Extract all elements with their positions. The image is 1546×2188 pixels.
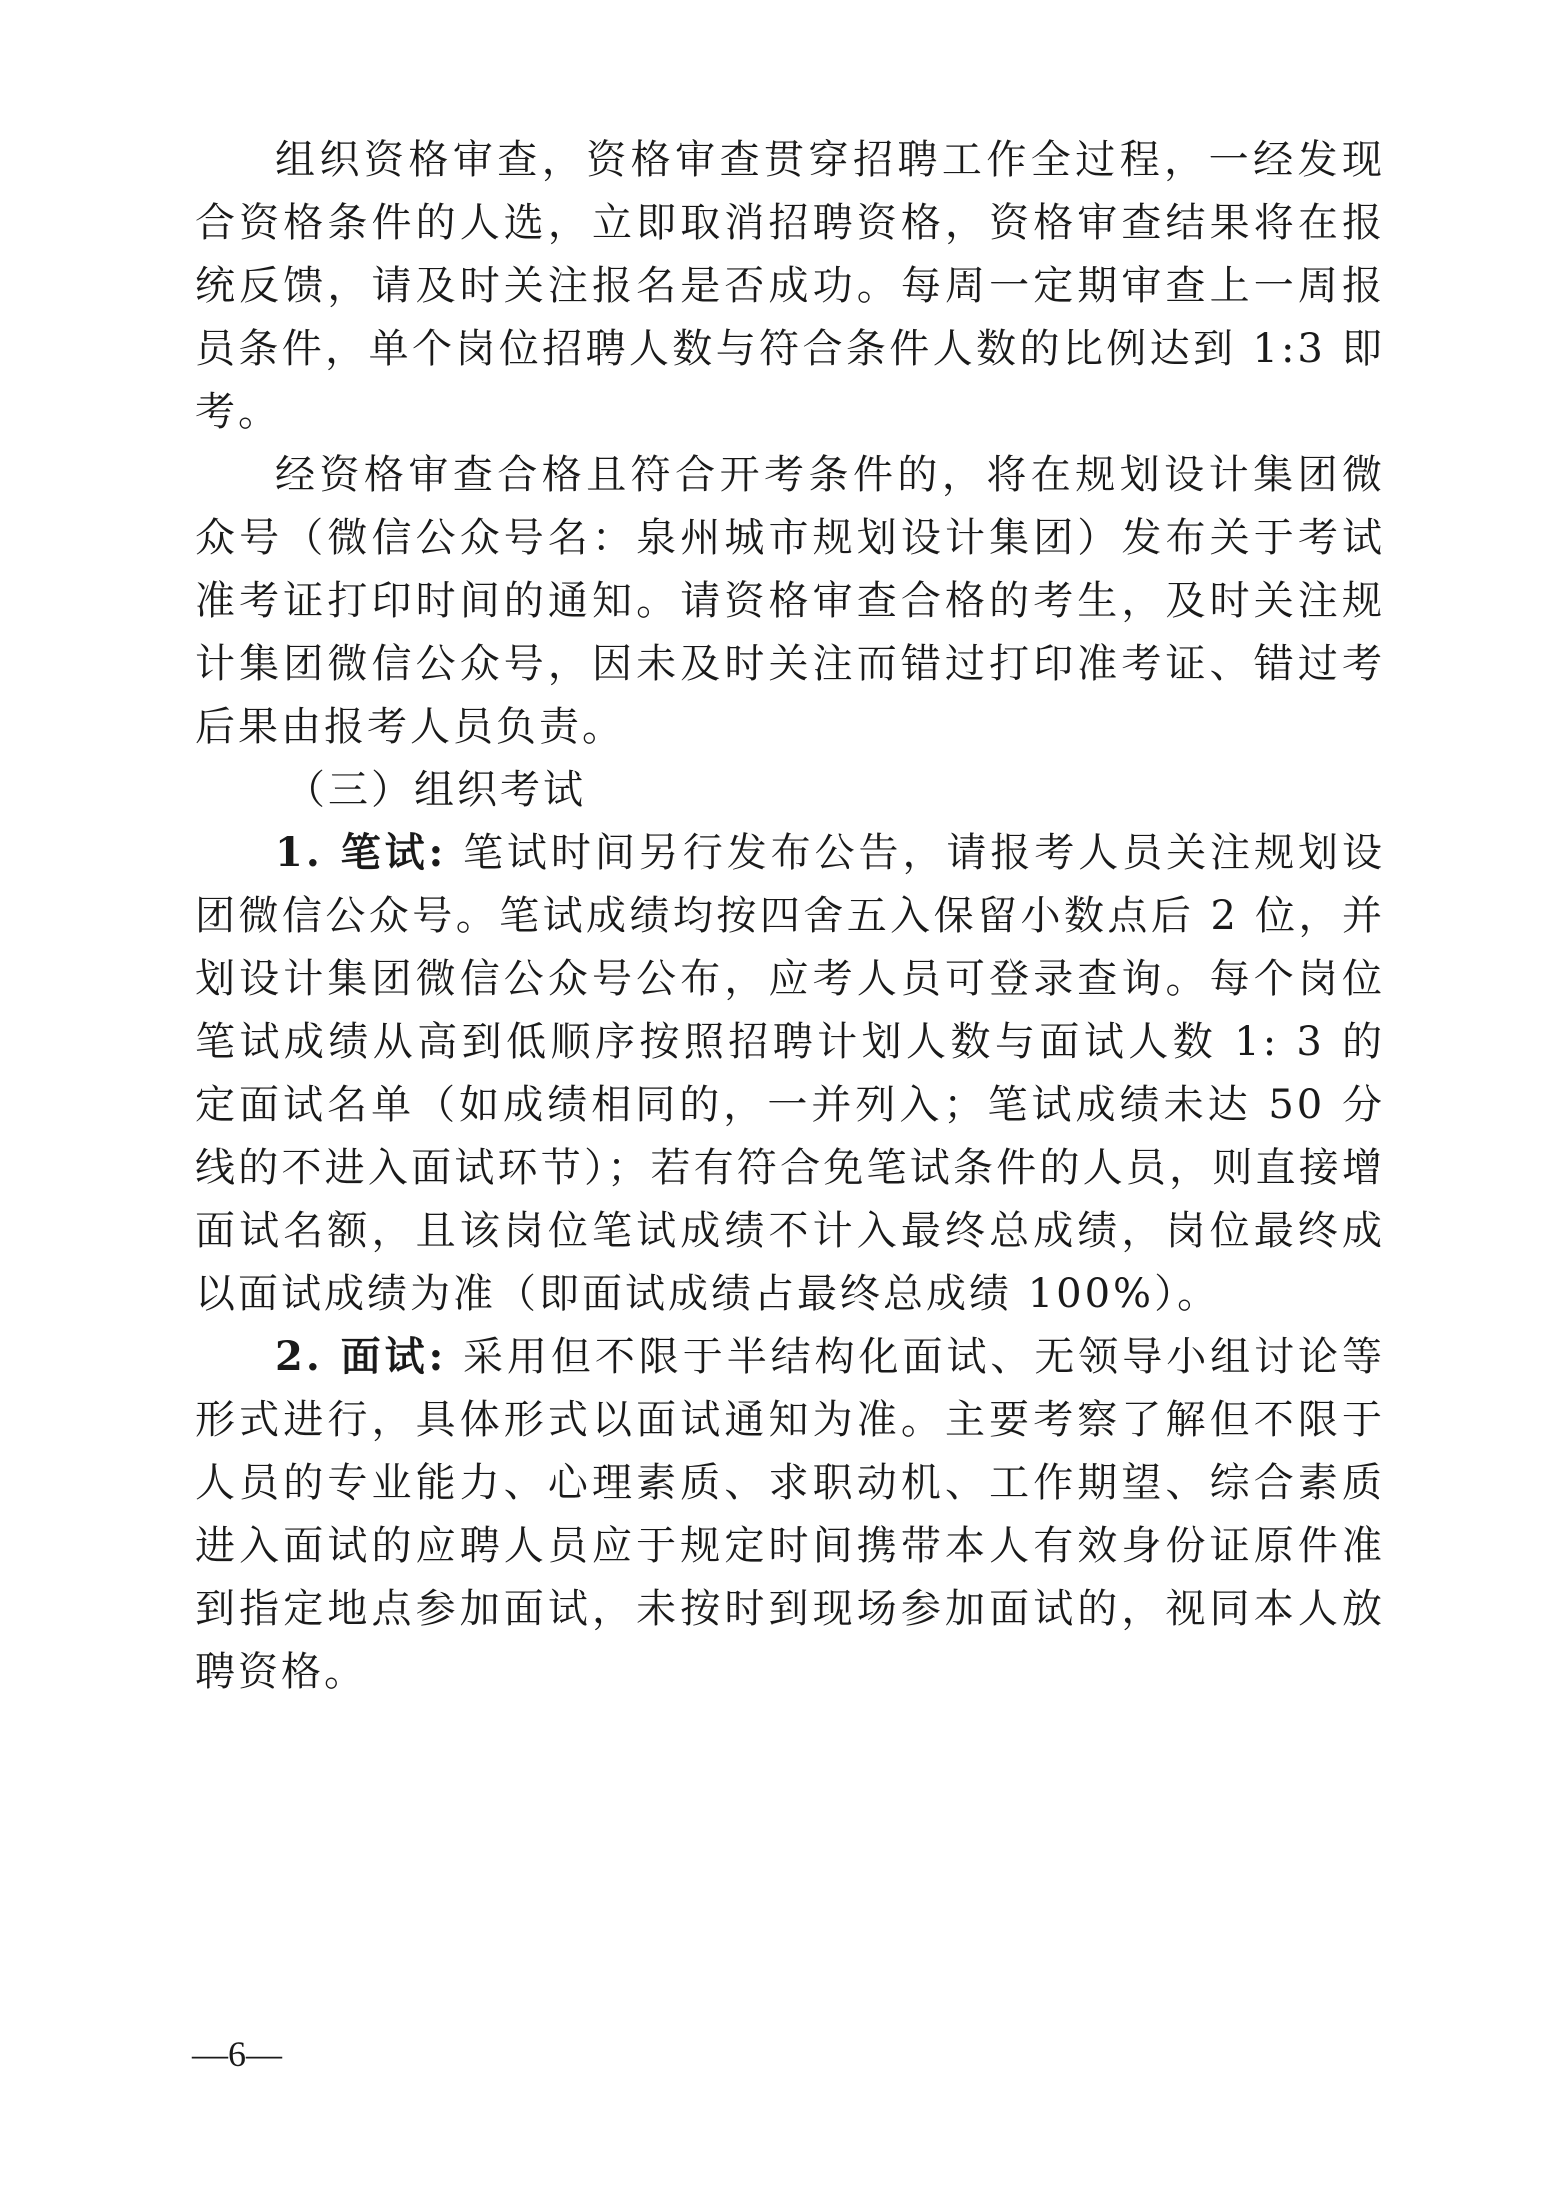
paragraph-line: 形式进行，具体形式以面试通知为准。主要考察了解但不限于 <box>195 1397 1385 1443</box>
paragraph-line: 线的不进入面试环节）；若有符合免笔试条件的人员，则直接增 <box>195 1145 1385 1191</box>
paragraph-line: 员条件，单个岗位招聘人数与符合条件人数的比例达到 1:3 即 <box>195 326 1385 372</box>
written-exam-heading: 1. 笔试: <box>275 829 447 876</box>
paragraph-line: 合资格条件的人选，立即取消招聘资格，资格审查结果将在报 <box>195 200 1385 246</box>
paragraph-line: 考。 <box>195 389 281 435</box>
paragraph-line: 面试名额，且该岗位笔试成绩不计入最终总成绩，岗位最终成 <box>195 1208 1385 1254</box>
paragraph-line: 进入面试的应聘人员应于规定时间携带本人有效身份证原件准 <box>195 1523 1385 1569</box>
paragraph-line: 经资格审查合格且符合开考条件的，将在规划设计集团微 <box>275 452 1385 498</box>
paragraph-line: 到指定地点参加面试，未按时到现场参加面试的，视同本人放 <box>195 1586 1385 1632</box>
paragraph-line: 准考证打印时间的通知。请资格审查合格的考生，及时关注规 <box>195 578 1385 624</box>
paragraph-line: 划设计集团微信公众号公布，应考人员可登录查询。每个岗位 <box>195 956 1385 1002</box>
paragraph-line: 笔试成绩从高到低顺序按照招聘计划人数与面试人数 1: 3 的 <box>195 1019 1385 1065</box>
paragraph-line: 计集团微信公众号，因未及时关注而错过打印准考证、错过考 <box>195 641 1385 687</box>
paragraph-line: 以面试成绩为准（即面试成绩占最终总成绩 100%）。 <box>195 1271 1221 1317</box>
section-heading: （三）组织考试 <box>285 767 586 813</box>
paragraph-line: 人员的专业能力、心理素质、求职动机、工作期望、综合素质 <box>195 1460 1385 1506</box>
paragraph-line: 众号（微信公众号名：泉州城市规划设计集团）发布关于考试 <box>195 515 1385 561</box>
paragraph-line: 组织资格审查，资格审查贯穿招聘工作全过程，一经发现 <box>275 137 1385 183</box>
paragraph-line: 团微信公众号。笔试成绩均按四舍五入保留小数点后 2 位，并 <box>195 893 1385 939</box>
paragraph-text: 笔试时间另行发布公告，请报考人员关注规划设 <box>462 830 1385 876</box>
paragraph-line-written-exam <box>275 828 1385 878</box>
paragraph-line: 聘资格。 <box>195 1649 367 1695</box>
paragraph-line: 后果由报考人员负责。 <box>195 704 625 750</box>
page-number: —6— <box>192 2034 282 2074</box>
paragraph-text: 采用但不限于半结构化面试、无领导小组讨论等 <box>462 1334 1385 1380</box>
paragraph-line-interview <box>275 1332 1385 1382</box>
paragraph-line: 统反馈，请及时关注报名是否成功。每周一定期审查上一周报 <box>195 263 1385 309</box>
interview-heading: 2. 面试: <box>275 1333 447 1380</box>
paragraph-line: 定面试名单（如成绩相同的，一并列入；笔试成绩未达 50 分 <box>195 1082 1385 1128</box>
